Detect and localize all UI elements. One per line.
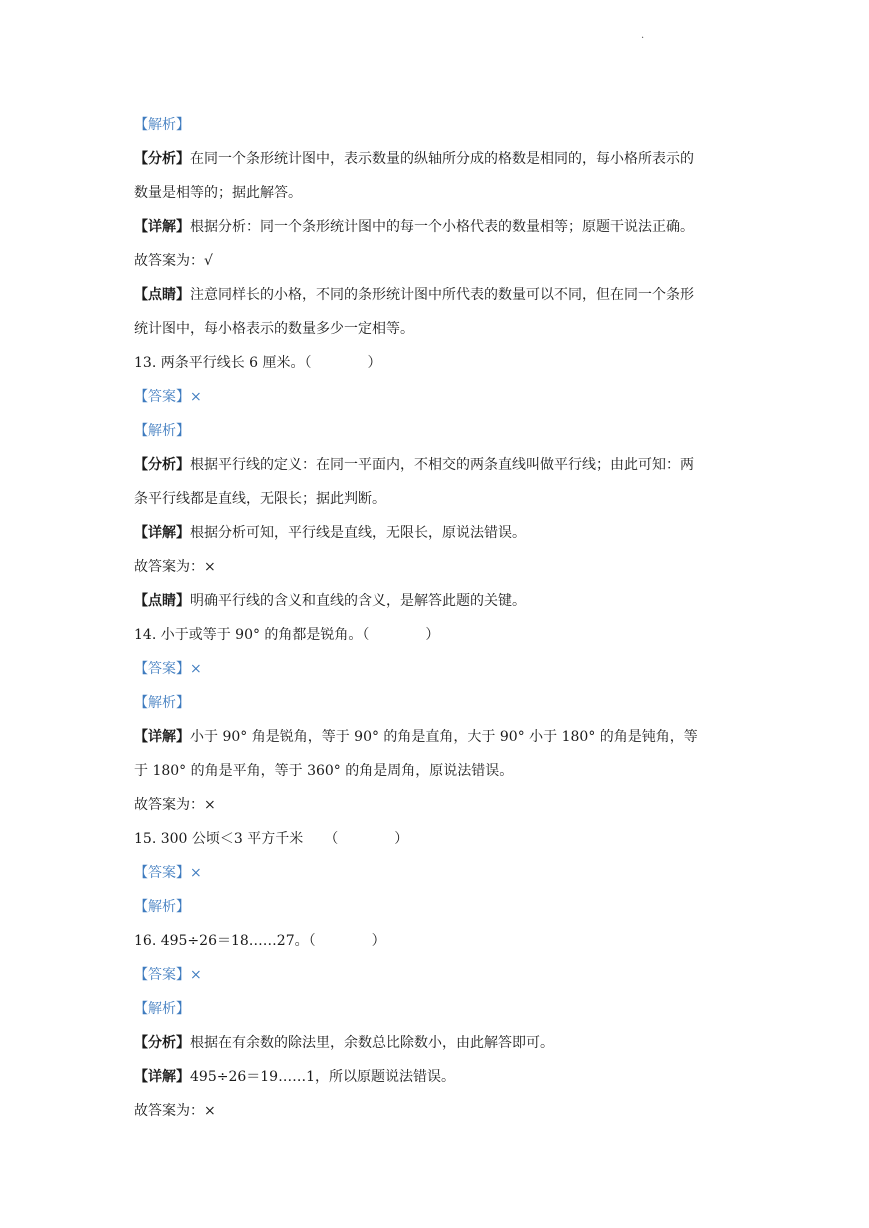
q13-dianjing-text: 明确平行线的含义和直线的含义，是解答此题的关键。 [190, 593, 526, 609]
q16-answer: 故答案为：× [134, 1103, 216, 1119]
q14-xiangjie-line2: 于 180° 的角是平角，等于 360° 的角是周角，原说法错误。 [134, 763, 514, 779]
q12-fenxi-line1 [134, 142, 744, 176]
q12-dianjing-line1 [134, 278, 744, 312]
q12-dianjing-line2: 统计图中，每小格表示的数量多少一定相等。 [134, 321, 414, 337]
q16-fenxi-tag: 【分析】 [134, 1035, 190, 1051]
q16-daan: 【答案】× [134, 967, 202, 983]
q16-xiangjie-tag: 【详解】 [134, 1069, 190, 1085]
q14-question: 14. 小于或等于 90° 的角都是锐角。（ ） [134, 627, 440, 643]
q16-xiangjie-text: 495÷26＝19……1，所以原题说法错误。 [190, 1069, 455, 1085]
q12-xiangjie-tag: 【详解】 [134, 219, 190, 235]
q12-answer: 故答案为：√ [134, 253, 213, 269]
q16-fenxi [134, 1026, 744, 1060]
q13-dianjing [134, 584, 744, 618]
q13-answer: 故答案为：× [134, 559, 216, 575]
q14-daan: 【答案】× [134, 661, 202, 677]
q13-xiangjie [134, 516, 744, 550]
page-marker: . [641, 30, 645, 41]
q16-question: 16. 495÷26＝18……27。（ ） [134, 933, 386, 949]
q14-answer: 故答案为：× [134, 797, 216, 813]
q15-question: 15. 300 公顷＜3 平方千米 （ ） [134, 831, 409, 847]
q14-jiexi-label: 【解析】 [134, 695, 190, 711]
q12-xiangjie [134, 210, 744, 244]
q13-xiangjie-text: 根据分析可知，平行线是直线，无限长，原说法错误。 [190, 525, 526, 541]
q16-jiexi-label: 【解析】 [134, 1001, 190, 1017]
q12-dianjing-tag: 【点睛】 [134, 287, 190, 303]
q14-xiangjie-tag: 【详解】 [134, 729, 190, 745]
q12-jiexi-label: 【解析】 [134, 117, 190, 133]
q13-fenxi-line1 [134, 448, 744, 482]
q13-dianjing-tag: 【点睛】 [134, 593, 190, 609]
q14-xiangjie-text1: 小于 90° 角是锐角，等于 90° 的角是直角，大于 90° 小于 180° 的角是钝角，等 [190, 729, 698, 745]
q12-fenxi-tag: 【分析】 [134, 151, 190, 167]
q14-xiangjie-line1 [134, 720, 744, 754]
q12-fenxi-text1: 在同一个条形统计图中，表示数量的纵轴所分成的格数是相同的，每小格所表示的 [190, 151, 694, 167]
q13-fenxi-text1: 根据平行线的定义：在同一平面内，不相交的两条直线叫做平行线；由此可知：两 [190, 457, 694, 473]
q16-xiangjie [134, 1060, 744, 1094]
content-body [134, 108, 744, 1128]
q12-dianjing-text1: 注意同样长的小格，不同的条形统计图中所代表的数量可以不同，但在同一个条形 [190, 287, 694, 303]
q12-fenxi-line2: 数量是相等的；据此解答。 [134, 185, 302, 201]
q13-fenxi-tag: 【分析】 [134, 457, 190, 473]
q15-daan: 【答案】× [134, 865, 202, 881]
q12-xiangjie-text: 根据分析：同一个条形统计图中的每一个小格代表的数量相等；原题干说法正确。 [190, 219, 694, 235]
q13-jiexi-label: 【解析】 [134, 423, 190, 439]
q13-fenxi-line2: 条平行线都是直线，无限长；据此判断。 [134, 491, 386, 507]
q15-jiexi-label: 【解析】 [134, 899, 190, 915]
q13-xiangjie-tag: 【详解】 [134, 525, 190, 541]
q13-daan: 【答案】× [134, 389, 202, 405]
q13-question: 13. 两条平行线长 6 厘米。（ ） [134, 355, 382, 371]
q16-fenxi-text: 根据在有余数的除法里，余数总比除数小，由此解答即可。 [190, 1035, 554, 1051]
